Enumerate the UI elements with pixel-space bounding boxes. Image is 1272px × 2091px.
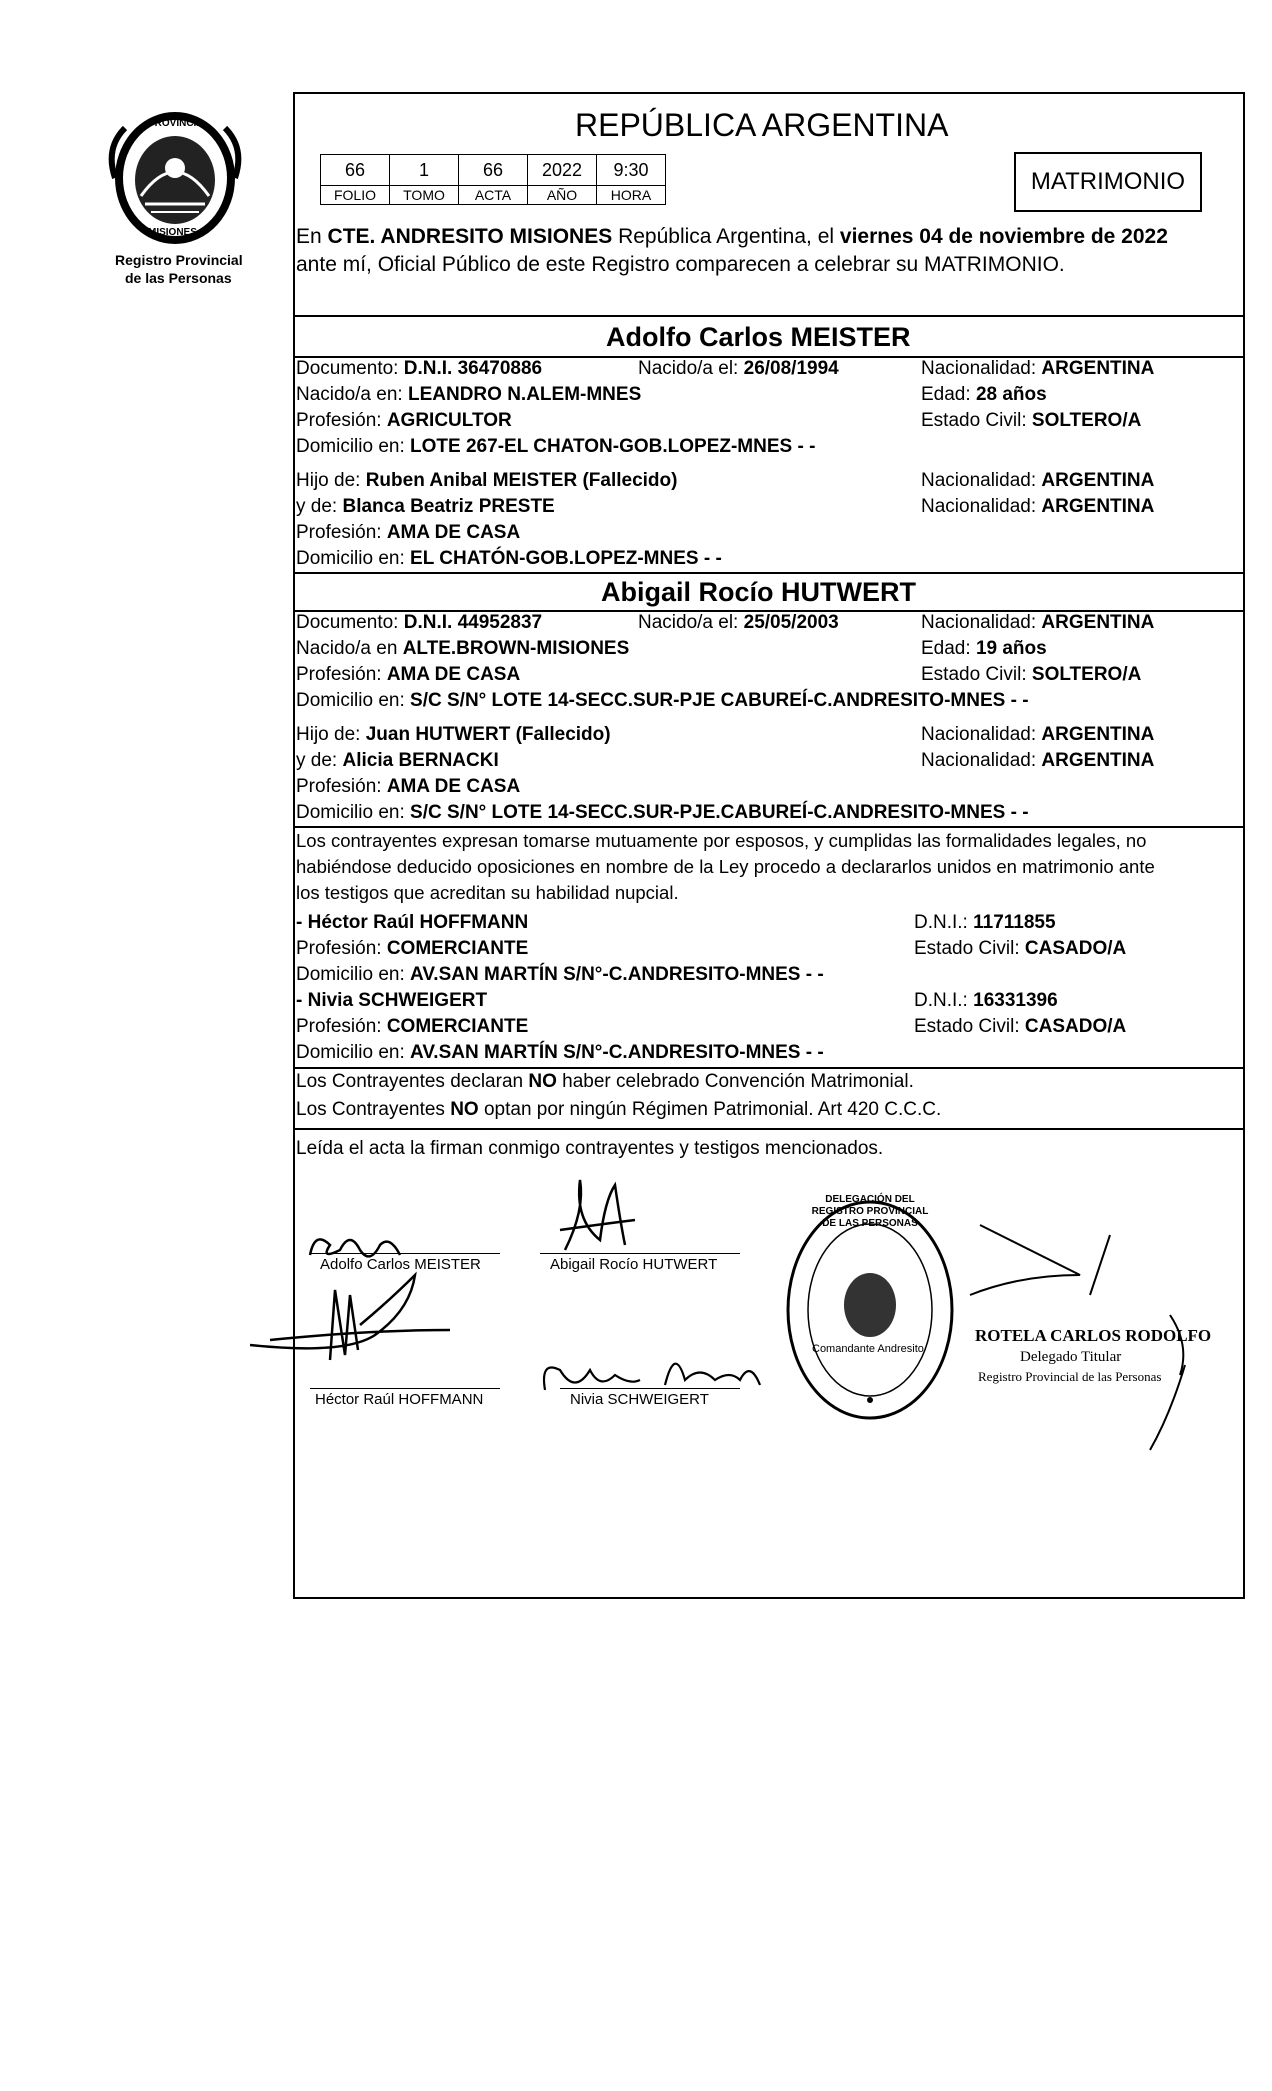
signature-line: [540, 1253, 740, 1254]
intro-line2: ante mí, Oficial Público de este Registro comparecen a celebrar su MATRIMONIO.: [296, 253, 1065, 276]
signature-line: [310, 1388, 500, 1389]
spouse1-civil-status: Estado Civil: SOLTERO/A: [921, 410, 1142, 431]
signature-hoffmann-scribble: [250, 1270, 470, 1370]
signature-label-schweigert: Nivia SCHWEIGERT: [570, 1391, 709, 1408]
emblem-text-top: PROVINCIA: [148, 118, 204, 129]
witness1-address: Domicilio en: AV.SAN MARTÍN S/N°-C.ANDRESITO-MNES - -: [296, 964, 824, 985]
closing-text: Leída el acta la firman conmigo contrayentes y testigos mencionados.: [296, 1138, 884, 1159]
spouse2-address: Domicilio en: S/C S/N° LOTE 14-SECC.SUR-PJE CABUREÍ-C.ANDRESITO-MNES - -: [296, 690, 1029, 711]
spouse1-profession: Profesión: AGRICULTOR: [296, 410, 512, 431]
spouse1-address: Domicilio en: LOTE 267-EL CHATON-GOB.LOPEZ-MNES - -: [296, 436, 816, 457]
seal-center-text: Comandante Andresito: [812, 1343, 924, 1355]
signature-label-hoffmann: Héctor Raúl HOFFMANN: [315, 1391, 484, 1408]
witness1-civil-status: Estado Civil: CASADO/A: [914, 938, 1127, 959]
declaration-line1: Los contrayentes expresan tomarse mutuamente por esposos, y cumplidas las formalidades legales, no: [296, 830, 1147, 851]
witness2-civil-status: Estado Civil: CASADO/A: [914, 1016, 1127, 1037]
anio-label: AÑO: [528, 186, 597, 205]
folio-value: 66: [321, 155, 390, 186]
witness2-address: Domicilio en: AV.SAN MARTÍN S/N°-C.ANDRESITO-MNES - -: [296, 1042, 824, 1063]
spouse2-parents-address: Domicilio en: S/C S/N° LOTE 14-SECC.SUR-PJE.CABUREÍ-C.ANDRESITO-MNES - -: [296, 802, 1029, 823]
spouse2-nationality: Nacionalidad: ARGENTINA: [921, 612, 1155, 633]
anio-value: 2022: [528, 155, 597, 186]
spouse1-nationality: Nacionalidad: ARGENTINA: [921, 358, 1155, 379]
divider: [293, 572, 1243, 574]
doc-type-box: [1014, 152, 1202, 212]
divider: [293, 1128, 1243, 1130]
tomo-label: TOMO: [390, 186, 459, 205]
spouse2-father-nationality: Nacionalidad: ARGENTINA: [921, 724, 1155, 745]
signature-line: [560, 1388, 740, 1389]
acta-value: 66: [459, 155, 528, 186]
spouse1-mother-nationality: Nacionalidad: ARGENTINA: [921, 496, 1155, 517]
spouse2-mother: y de: Alicia BERNACKI: [296, 750, 499, 771]
page-title: REPÚBLICA ARGENTINA: [575, 107, 949, 143]
spouse2-mother-nationality: Nacionalidad: ARGENTINA: [921, 750, 1155, 771]
signature-line: [310, 1253, 500, 1254]
spouse2-documento: Documento: D.N.I. 44952837: [296, 612, 543, 633]
acta-label: ACTA: [459, 186, 528, 205]
doc-type: MATRIMONIO: [1030, 168, 1186, 195]
divider: [293, 315, 1243, 317]
spouse2-father: Hijo de: Juan HUTWERT (Fallecido): [296, 724, 611, 745]
spouse1-mother-profession: Profesión: AMA DE CASA: [296, 522, 521, 543]
regime-line1: Los Contrayentes declaran NO haber celebrado Convención Matrimonial.: [296, 1071, 914, 1092]
org-name-line2: de las Personas: [125, 270, 232, 286]
org-name-line1: Registro Provincial: [115, 252, 243, 268]
spouse1-documento: Documento: D.N.I. 36470886: [296, 358, 543, 379]
official-name: ROTELA CARLOS RODOLFO: [975, 1326, 1212, 1345]
emblem-text-bottom: MISIONES: [148, 227, 197, 238]
divider: [293, 826, 1243, 828]
spouse2-civil-status: Estado Civil: SOLTERO/A: [921, 664, 1142, 685]
spouse1-birthplace: Nacido/a en: LEANDRO N.ALEM-MNES: [296, 384, 642, 405]
hora-value: 9:30: [597, 155, 666, 186]
intro-line1: En CTE. ANDRESITO MISIONES República Argentina, el viernes 04 de noviembre de 2022: [296, 225, 1168, 248]
spouse2-age: Edad: 19 años: [921, 638, 1047, 659]
spouse2-name: Abigail Rocío HUTWERT: [601, 577, 916, 607]
official-title: Delegado Titular: [1020, 1349, 1122, 1365]
spouse1-birthdate: Nacido/a el: 26/08/1994: [638, 358, 839, 379]
spouse1-mother: y de: Blanca Beatriz PRESTE: [296, 496, 555, 517]
witness1-dni: D.N.I.: 11711855: [914, 912, 1056, 933]
witness1-profession: Profesión: COMERCIANTE: [296, 938, 529, 959]
signature-schweigert-scribble: [535, 1340, 775, 1420]
spouse1-age: Edad: 28 años: [921, 384, 1047, 405]
tomo-value: 1: [390, 155, 459, 186]
seal-ring-text: DELEGACIÓN DEL REGISTRO PROVINCIAL DE LAS PERSONAS: [811, 1194, 929, 1229]
spouse1-father: Hijo de: Ruben Anibal MEISTER (Fallecido): [296, 470, 678, 491]
declaration-line3: los testigos que acreditan su habilidad nupcial.: [296, 882, 679, 903]
witness1-name: - Héctor Raúl HOFFMANN: [296, 912, 529, 933]
spouse2-birthdate: Nacido/a el: 25/05/2003: [638, 612, 839, 633]
signature-label-hutwert: Abigail Rocío HUTWERT: [550, 1256, 718, 1273]
hora-label: HORA: [597, 186, 666, 205]
spouse1-father-nationality: Nacionalidad: ARGENTINA: [921, 470, 1155, 491]
witness2-name: - Nivia SCHWEIGERT: [296, 990, 488, 1011]
folio-label: FOLIO: [321, 186, 390, 205]
registry-table: [320, 154, 666, 205]
signature-hutwert-scribble: [545, 1170, 655, 1260]
spouse2-profession: Profesión: AMA DE CASA: [296, 664, 521, 685]
spouse1-name: Adolfo Carlos MEISTER: [606, 322, 911, 352]
spouse1-parents-address: Domicilio en: EL CHATÓN-GOB.LOPEZ-MNES - -: [296, 548, 722, 569]
spouse2-mother-profession: Profesión: AMA DE CASA: [296, 776, 521, 797]
signature-label-meister: Adolfo Carlos MEISTER: [320, 1256, 481, 1273]
regime-line2: Los Contrayentes NO optan por ningún Régimen Patrimonial. Art 420 C.C.C.: [296, 1099, 942, 1120]
witness2-profession: Profesión: COMERCIANTE: [296, 1016, 529, 1037]
divider: [293, 1067, 1243, 1069]
official-org: Registro Provincial de las Personas: [978, 1369, 1162, 1384]
declaration-line2: habiéndose deducido oposiciones en nombre de la Ley procedo a declararlos unidos en matrimonio ante: [296, 856, 1155, 877]
spouse2-birthplace: Nacido/a en ALTE.BROWN-MISIONES: [296, 638, 630, 659]
witness2-dni: D.N.I.: 16331396: [914, 990, 1058, 1011]
